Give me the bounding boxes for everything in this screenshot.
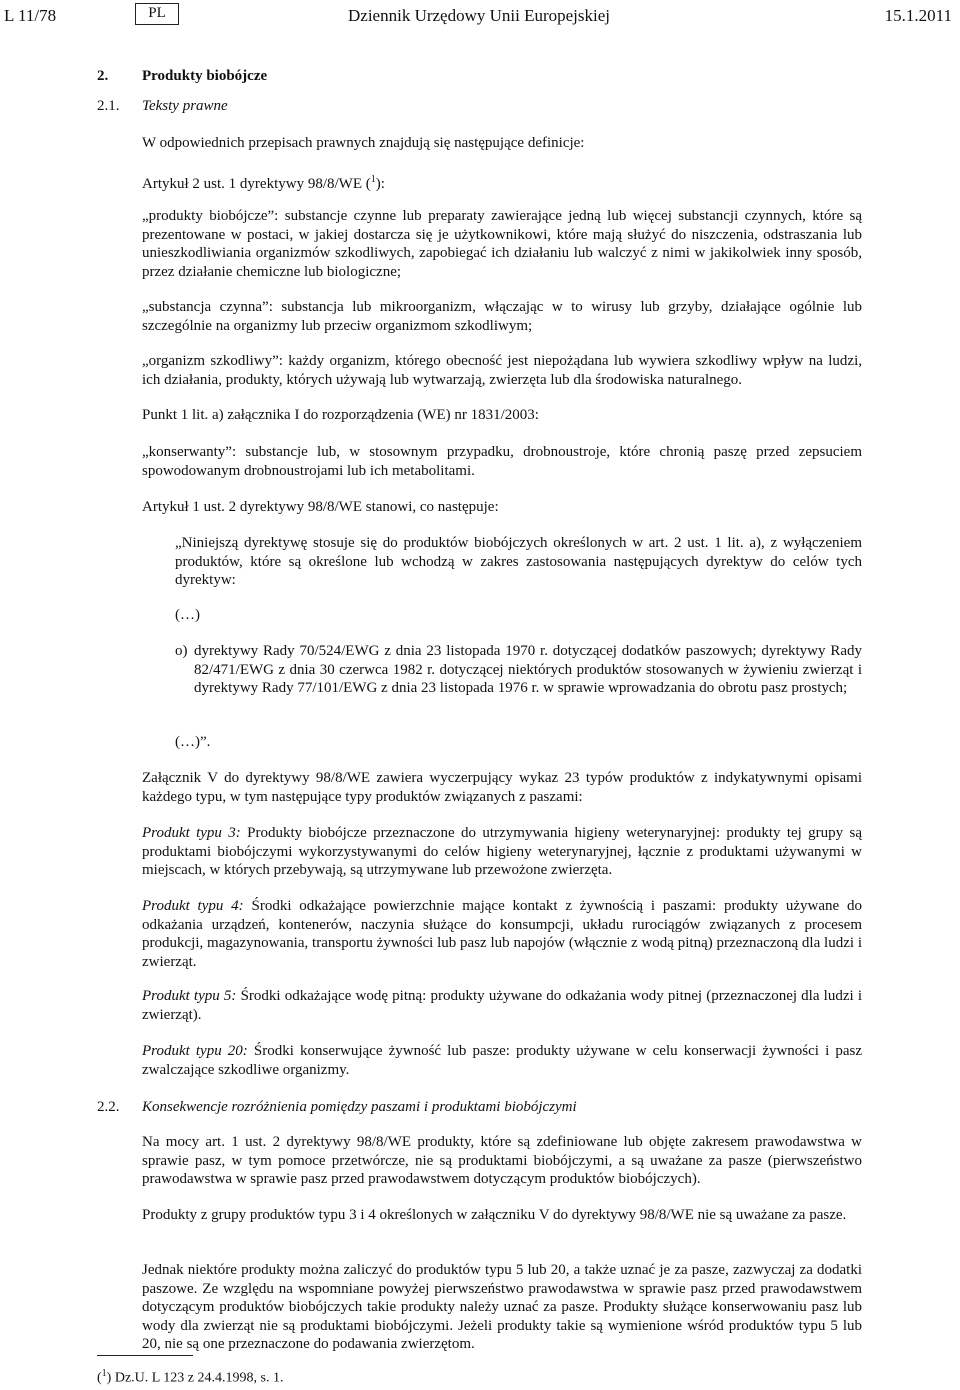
subsection-title: Teksty prawne xyxy=(142,98,228,114)
product-type-5: Produkt typu 5: Środki odkażające wodę pitną: produkty używane do odkażania wody pitnej (przeznaczonej dla ludzi i zwierząt). xyxy=(142,988,862,1023)
paragraph-precedence: Na mocy art. 1 ust. 2 dyrektywy 98/8/WE produkty, które są zdefiniowane lub objęte zakresem prawodawstwa w sprawie pasz, w tym pomoce przetwórcze, nie są produktami biobójczymi, a są uważane za pasze (pierwszeństwo prawodawstwa w sprawie pasz przed prawodawstwem dotyczącym produktów biobójczych). xyxy=(142,1134,862,1187)
section-number: 2. xyxy=(97,68,109,84)
paragraph-types-5-20: Jednak niektóre produkty można zaliczyć do produktów typu 5 lub 20, a także uznać je za pasze, zazwyczaj za dodatki paszowe. Ze względu na wspomniane powyżej pierwszeństwo prawodawstwa w sprawie pasz przed prawodawstwem dotyczącym produktów biobójczych takie produkty należy uznać za pasze. Produkty służące konserwowaniu pasz lub wody dla zwierząt nie są produktami biobójczymi. Jeżeli produkty takie są wymienione wśród produktów typu 5 lub 20, nie są one przeznaczone do podawania zwierzętom. xyxy=(142,1262,862,1352)
definition-active-substance: „substancja czynna”: substancja lub mikroorganizm, włączając w to wirusy lub grzyby, działające ogólnie lub szczególnie na organizmy lub przeciw organizmom szkodliwym; xyxy=(142,299,862,334)
list-item-o: dyrektywy Rady 70/524/EWG z dnia 23 listopada 1970 r. dotyczącej dodatków paszowych; dyrektywy Rady 82/471/EWG z dnia 30 czerwca 1982 r. dotyczącej niektórych produktów stosowanych w żywieniu zwierząt i dyrektywy Rady 77/101/EWG z dnia 23 listopada 1976 r. w sprawie wprowadzania do obrotu pasz prostych; xyxy=(194,643,862,696)
quoted-provision: „Niniejszą dyrektywę stosuje się do produktów biobójczych określonych w art. 2 ust. 1 lit. a), z wyłączeniem produktów, które są określone lub wchodzą w zakres zastosowania następujących dyrektyw do celów tych dyrektyw: xyxy=(175,535,862,588)
annex-paragraph: Załącznik V do dyrektywy 98/8/WE zawiera wyczerpujący wykaz 23 typów produktów z indykatywnymi opisami każdego typu, w tym następujące typy produktów związanych z paszami: xyxy=(142,770,862,805)
footnote-ref[interactable]: 1 xyxy=(370,174,376,185)
list-item-label: o) xyxy=(175,643,188,659)
ellipsis: (…) xyxy=(175,607,200,623)
page-header xyxy=(0,3,960,27)
article-reference-2: Artykuł 1 ust. 2 dyrektywy 98/8/WE stanowi, co następuje: xyxy=(142,499,499,515)
journal-title: Dziennik Urzędowy Unii Europejskiej xyxy=(348,6,611,25)
language-badge: PL xyxy=(135,3,179,25)
intro-paragraph: W odpowiednich przepisach prawnych znajdują się następujące definicje: xyxy=(142,135,585,151)
product-type-4: Produkt typu 4: Środki odkażające powierzchnie mające kontakt z żywnością i paszami: produkty używane do odkażania urządzeń, kontenerów, naczynia służące do konsumpcji, układu rurociągów związanych z procesem produkcji, magazynowania, transportu żywności lub pasz lub napojów (włącznie z wodą pitną) przeznaczoną dla ludzi i zwierząt. xyxy=(142,898,862,970)
subsection-number: 2.1. xyxy=(97,98,120,114)
page-reference: L 11/78 xyxy=(4,6,57,25)
ellipsis-closing: (…)”. xyxy=(175,734,211,750)
definition-biocidal-products: „produkty biobójcze”: substancje czynne lub preparaty zawierające jedną lub więcej substancji czynnych, które są prezentowane w postaci, w jakiej dostarcza się je użytkownikowi, które mają służyć do niszczenia, odstraszania lub unieszkodliwiania organizmów szkodliwych, zapobiegać ich działaniu lub walczyć z nimi w jakikolwiek inny sposób, przez działanie chemiczne lub biologiczne; xyxy=(142,208,862,280)
footnote: ($^1$) Dz.U. L 123 z 24.4.1998, s. 1. xyxy=(97,1368,284,1386)
product-type-20: Produkt typu 20: Środki konserwujące żywność lub pasze: produkty używane w celu konserwacji żywności i pasz zwalczające szkodliwe organizmy. xyxy=(142,1043,862,1078)
section-title: Produkty biobójcze xyxy=(142,68,268,84)
product-type-3: Produkt typu 3: Produkty biobójcze przeznaczone do utrzymywania higieny weterynaryjnej: produkty tej grupy są produktami biobójczymi wykorzystywanymi do celów higieny weterynaryjnej, łącznie z produktami używanymi w miejscach, w których przebywają, są utrzymywane lub przewożone zwierzęta. xyxy=(142,825,862,878)
regulation-reference: Punkt 1 lit. a) załącznika I do rozporządzenia (WE) nr 1831/2003: xyxy=(142,407,539,423)
definition-harmful-organism: „organizm szkodliwy”: każdy organizm, którego obecność jest niepożądana lub wywiera szkodliwy wpływ na ludzi, ich działania, produkty, których używają lub wytwarzają, zwierzęta lub dla środowiska naturalnego. xyxy=(142,353,862,388)
subsection-number: 2.2. xyxy=(97,1099,120,1115)
publication-date: 15.1.2011 xyxy=(884,6,952,25)
paragraph-types-3-4: Produkty z grupy produktów typu 3 i 4 określonych w załączniku V do dyrektywy 98/8/WE nie są uważane za pasze. xyxy=(142,1207,847,1223)
subsection-title: Konsekwencje rozróżnienia pomiędzy paszami i produktami biobójczymi xyxy=(142,1099,577,1115)
article-reference: Artykuł 2 ust. 1 dyrektywy 98/8/WE ($^1$): xyxy=(142,174,385,192)
definition-preservatives: „konserwanty”: substancje lub, w stosownym przypadku, drobnoustroje, które chronią paszę przed zepsuciem spowodowanym drobnoustrojami lub ich metabolitami. xyxy=(142,444,862,479)
footnote-separator xyxy=(97,1355,193,1356)
